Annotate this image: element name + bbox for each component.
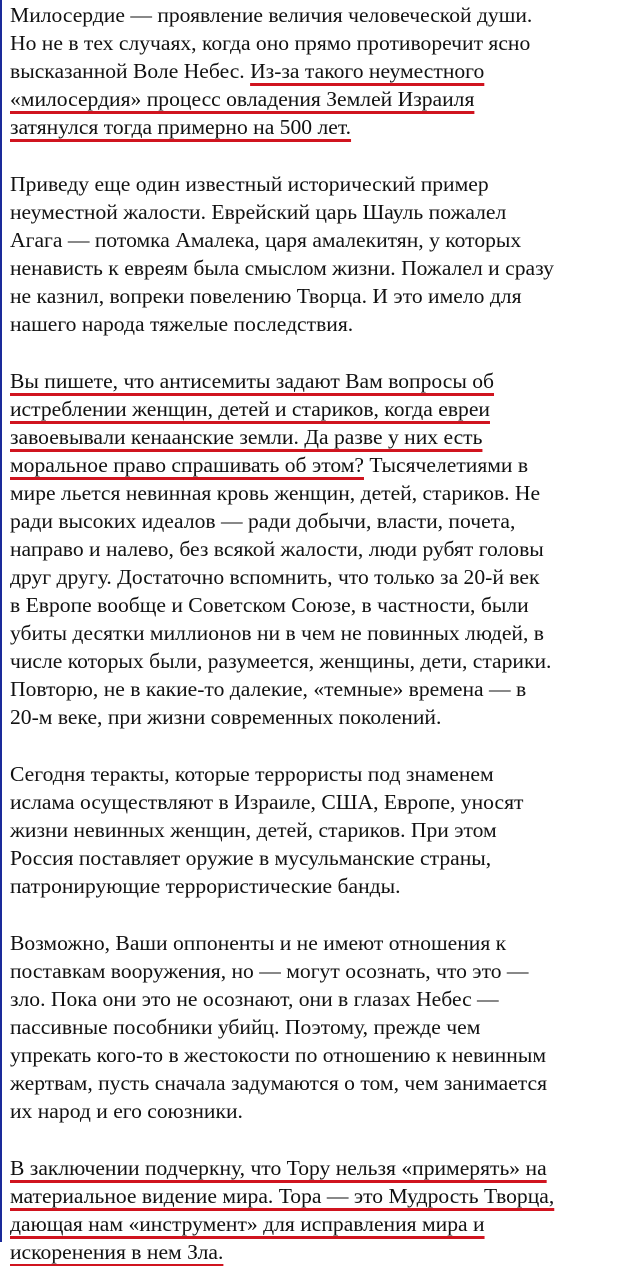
text-line <box>10 57 628 85</box>
article-text <box>10 0 628 1266</box>
text-line <box>10 675 628 703</box>
text-line <box>10 170 628 198</box>
text-segment: нашего народа тяжелые последствия. <box>10 312 354 336</box>
text-line <box>10 985 628 1013</box>
text-segment: упрекать кого-то в жестокости по отношению к невинным <box>10 1043 547 1067</box>
text-segment: Тысячелетиями в <box>364 453 529 477</box>
text-line <box>10 226 628 254</box>
text-segment: мире льется невинная кровь женщин, детей, стариков. Не <box>10 481 541 505</box>
text-segment: Сегодня теракты, которые террористы под знаменем <box>10 762 494 786</box>
highlighted-text: истреблении женщин, детей и стариков, когда евреи <box>10 397 490 421</box>
text-line <box>10 1 628 29</box>
text-line <box>10 1069 628 1097</box>
highlighted-text: завоевывали кенаанские земли. Да разве у них есть <box>10 425 483 449</box>
text-segment: Агага — потомка Амалека, царя амалекитян, у которых <box>10 228 522 252</box>
text-segment: Возможно, Ваши оппоненты и не имеют отношения к <box>10 931 507 955</box>
highlighted-text: Вы пишете, что антисемиты задают Вам вопросы об <box>10 369 495 393</box>
paragraph <box>10 928 628 1125</box>
text-segment: ради высоких идеалов — ради добычи, власти, почета, <box>10 509 516 533</box>
text-segment: высказанной Воле Небес. <box>10 59 251 83</box>
text-segment: Но не в тех случаях, когда оно прямо противоречит ясно <box>10 31 531 55</box>
highlighted-text: Из-за такого неуместного <box>250 59 485 83</box>
text-line <box>10 703 628 731</box>
text-line <box>10 1013 628 1041</box>
text-segment: зло. Пока они это не осознают, они в глазах Небес — <box>10 987 499 1011</box>
paragraph <box>10 169 628 338</box>
highlighted-text: «милосердия» процесс овладения Землей Израиля <box>10 87 475 111</box>
text-line <box>10 254 628 282</box>
text-line <box>10 507 628 535</box>
paragraph <box>10 0 628 141</box>
text-line <box>10 619 628 647</box>
text-segment: не казнил, вопреки повелению Творца. И это имело для <box>10 284 522 308</box>
text-line <box>10 1182 628 1210</box>
text-line <box>10 563 628 591</box>
highlighted-text: моральное право спрашивать об этом? <box>10 453 364 477</box>
text-segment: Повторю, не в какие-то далекие, «темные» времена — в <box>10 677 527 701</box>
text-line <box>10 957 628 985</box>
paragraph <box>10 366 628 731</box>
text-line <box>10 760 628 788</box>
text-line <box>10 929 628 957</box>
text-segment: Милосердие — проявление величия человеческой души. <box>10 3 533 27</box>
text-segment: поставкам вооружения, но — могут осознать, что это — <box>10 959 529 983</box>
highlighted-text: искоренения в нем Зла. <box>10 1240 224 1264</box>
highlighted-text: затянулся тогда примерно на 500 лет. <box>10 115 352 139</box>
text-segment: 20-м веке, при жизни современных поколений. <box>10 705 442 729</box>
text-line <box>10 113 628 141</box>
text-segment: Россия поставляет оружие в мусульманские страны, <box>10 846 492 870</box>
highlighted-text: материальное видение мира. Тора — это Мудрость Творца, <box>10 1184 555 1208</box>
text-segment: убиты десятки миллионов ни в чем не повинных людей, в <box>10 621 544 645</box>
text-segment: друг другу. Достаточно вспомнить, что только за 20-й век <box>10 565 540 589</box>
highlighted-text: В заключении подчеркну, что Тору нельзя «примерять» на <box>10 1156 547 1180</box>
text-segment: ненависть к евреям была смыслом жизни. Пожалел и сразу <box>10 256 554 280</box>
text-line <box>10 535 628 563</box>
text-line <box>10 872 628 900</box>
text-line <box>10 647 628 675</box>
text-line <box>10 198 628 226</box>
text-segment: жизни невинных женщин, детей, стариков. При этом <box>10 818 497 842</box>
text-segment: патронирующие террористические банды. <box>10 874 401 898</box>
text-segment: пассивные пособники убийц. Поэтому, прежде чем <box>10 1015 481 1039</box>
text-line <box>10 1097 628 1125</box>
paragraph <box>10 1153 628 1266</box>
text-segment: жертвам, пусть сначала задумаются о том, чем занимается <box>10 1071 548 1095</box>
text-line <box>10 423 628 451</box>
text-line <box>10 395 628 423</box>
text-segment: числе которых были, разумеется, женщины, дети, старики. <box>10 649 552 673</box>
highlighted-text: дающая нам «инструмент» для исправления мира и <box>10 1212 485 1236</box>
text-line <box>10 310 628 338</box>
text-line <box>10 1210 628 1238</box>
text-line <box>10 1041 628 1069</box>
text-line <box>10 844 628 872</box>
text-segment: в Европе вообще и Советском Союзе, в частности, были <box>10 593 529 617</box>
text-line <box>10 591 628 619</box>
text-line <box>10 29 628 57</box>
text-line <box>10 1238 628 1266</box>
left-margin-rule <box>0 0 2 1242</box>
text-line <box>10 816 628 844</box>
text-line <box>10 788 628 816</box>
text-segment: их народ и его союзники. <box>10 1099 243 1123</box>
text-line <box>10 451 628 479</box>
text-segment: направо и налево, без всякой жалости, люди рубят головы <box>10 537 544 561</box>
text-line <box>10 479 628 507</box>
text-line <box>10 367 628 395</box>
text-segment: Приведу еще один известный исторический пример <box>10 172 489 196</box>
text-segment: неуместной жалости. Еврейский царь Шауль пожалел <box>10 200 507 224</box>
text-line <box>10 1154 628 1182</box>
text-segment: ислама осуществляют в Израиле, США, Европе, уносят <box>10 790 524 814</box>
text-line <box>10 85 628 113</box>
paragraph <box>10 759 628 900</box>
text-line <box>10 282 628 310</box>
